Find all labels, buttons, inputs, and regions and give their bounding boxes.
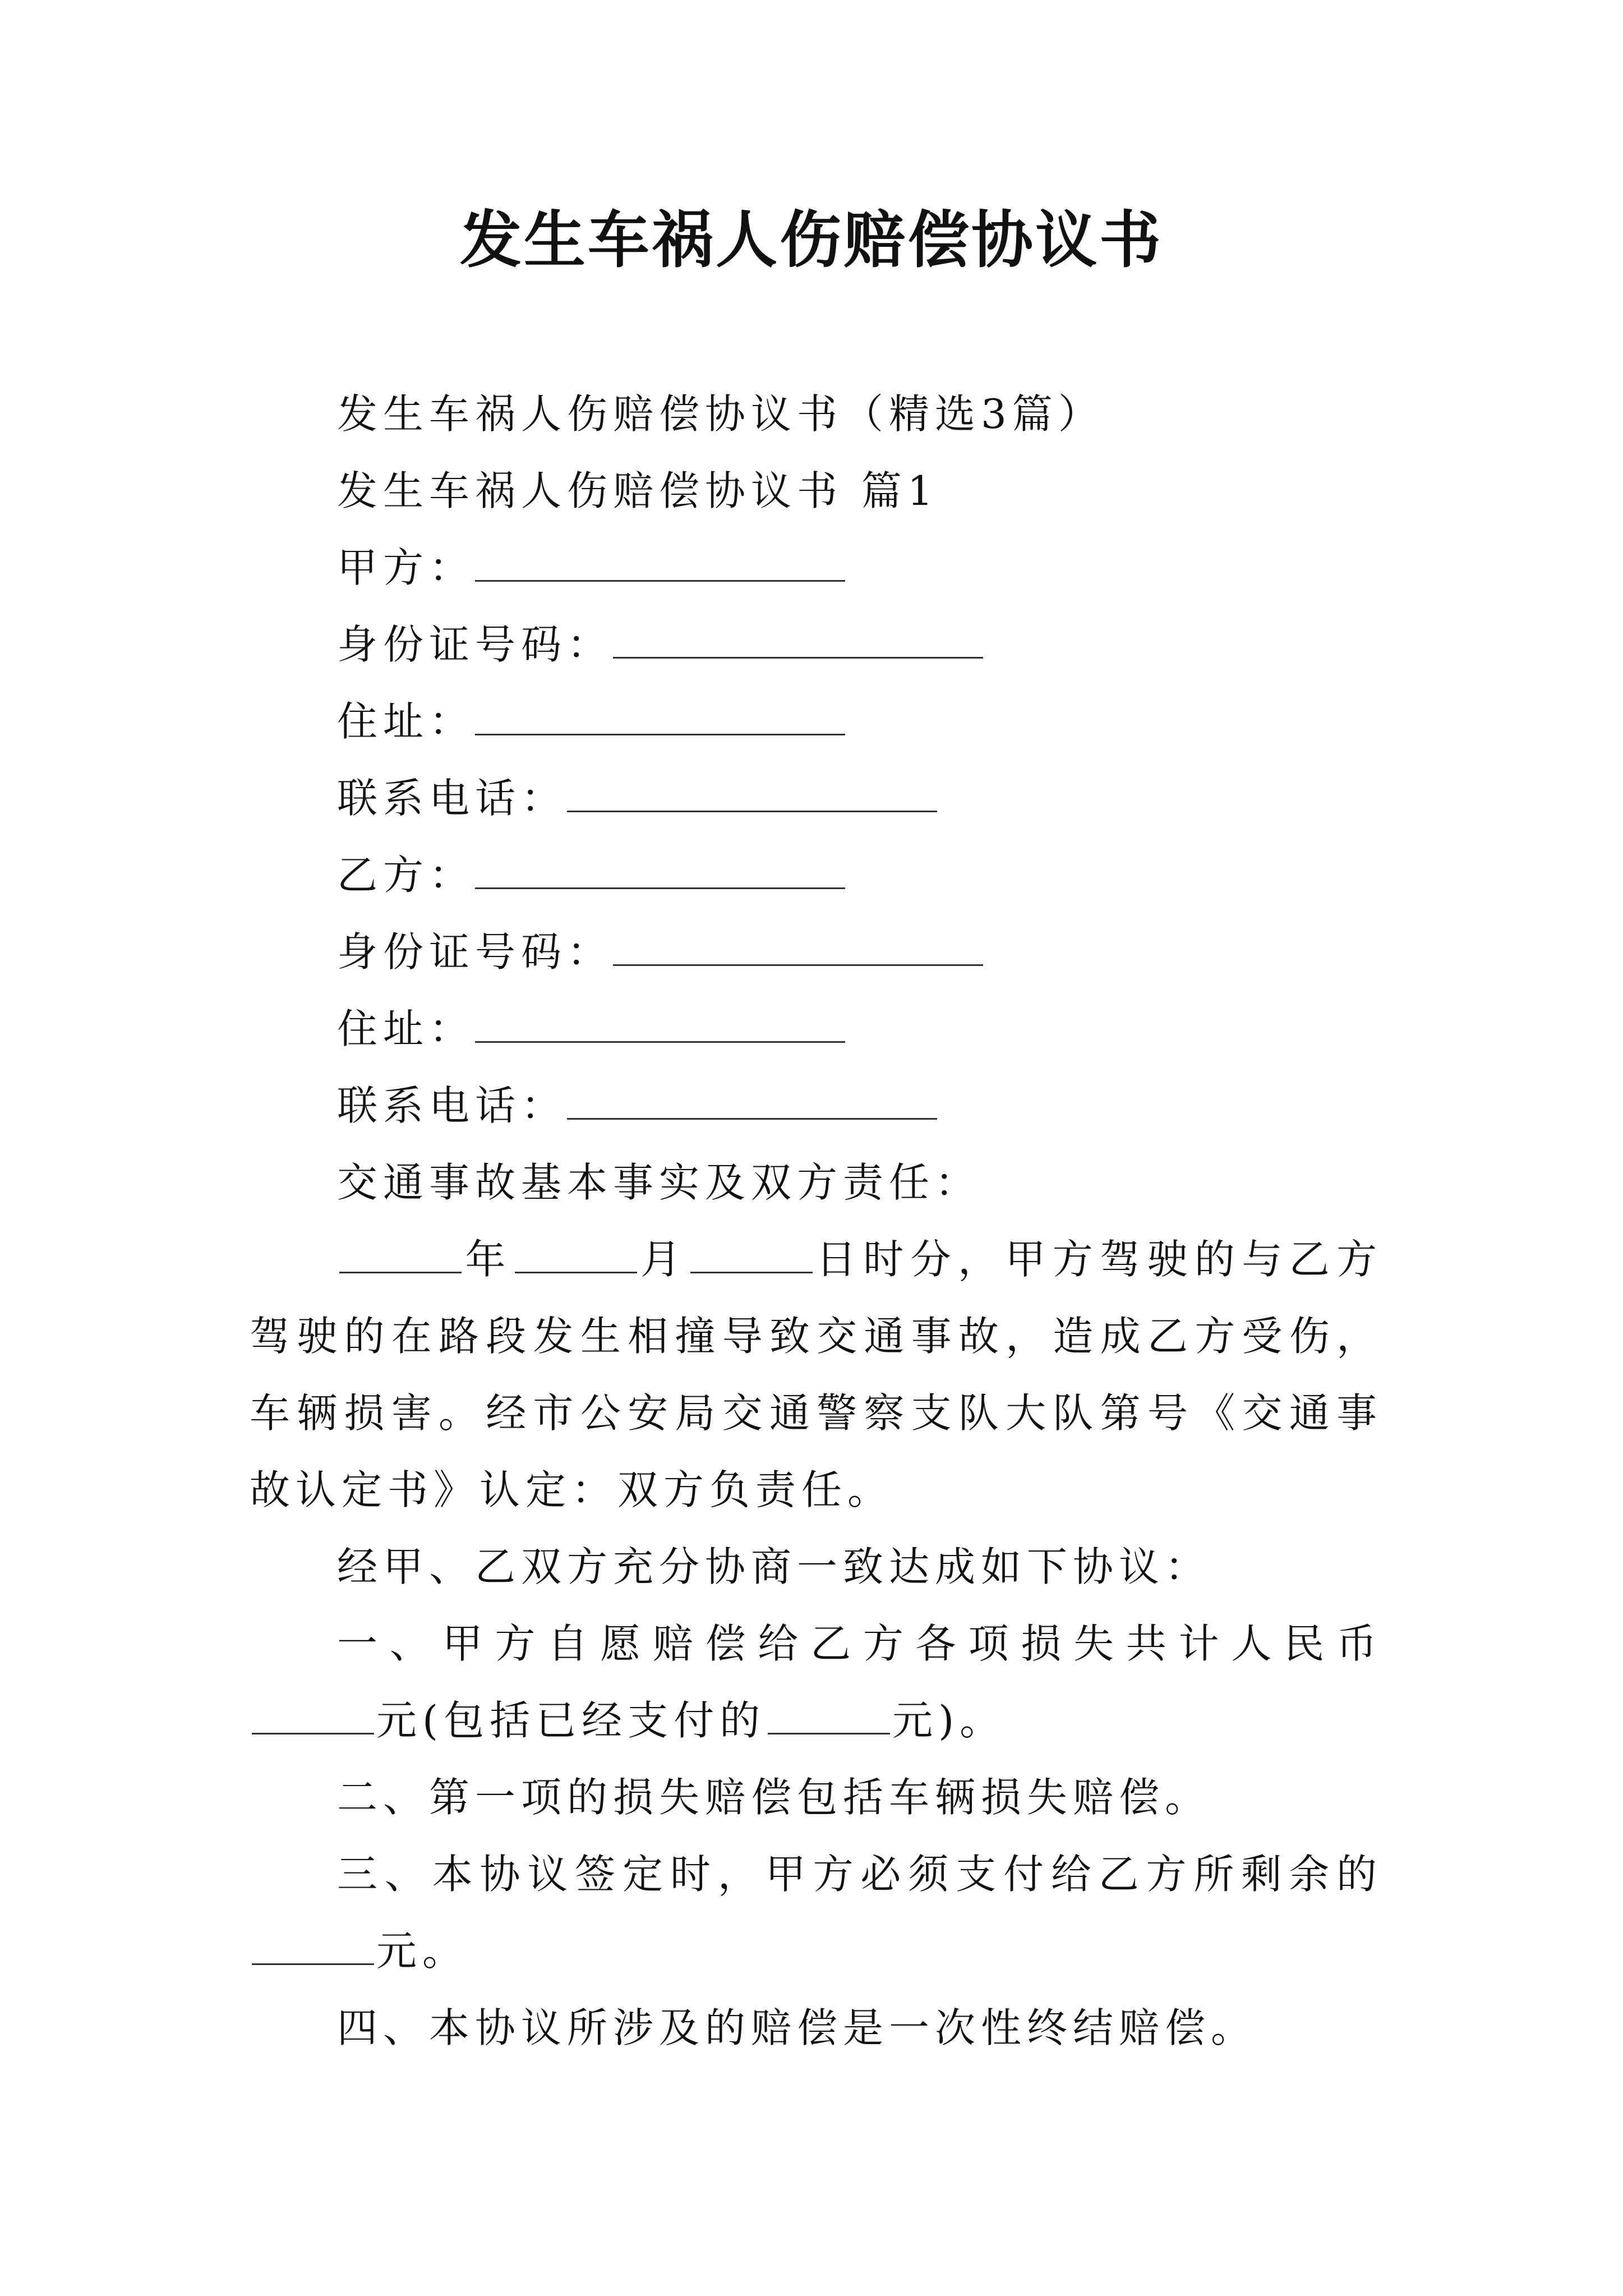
facts-text: 日时分，甲方驾驶的与乙方驾驶的在路段发生相撞导致交通事故，造成乙方受伤，车辆损害。经市公安局交通警察支队大队第号《交通事故认定书》认定：双方负责任。 [250,1236,1382,1513]
facts-paragraph [250,1221,1382,1529]
clause-1-text-a: 一、甲方自愿赔偿给乙方各项损失共计人民币 [337,1620,1382,1667]
document-body [250,376,1382,2067]
clause-3-text-b: 元。 [376,1927,469,1975]
year-blank [339,1243,462,1273]
clause-3 [250,1836,1382,1990]
year-label: 年 [464,1236,513,1283]
party-a-id-field [613,628,983,659]
clause-1-amount-blank [252,1704,374,1734]
party-b-phone-label: 联系电话： [337,1082,568,1129]
party-b-phone-field [567,1089,937,1120]
facts-heading: 交通事故基本事实及双方责任： [337,1159,981,1206]
party-a-phone-field [567,781,937,812]
party-a-name-row [250,530,1382,606]
party-a-name-field [475,551,845,582]
party-a-phone-label: 联系电话： [337,775,568,822]
day-blank [690,1243,813,1273]
party-b-id-row [250,914,1382,991]
month-label: 月 [639,1236,688,1283]
party-a-id-label: 身份证号码： [337,621,614,668]
clause-1-paid-blank [768,1704,890,1734]
party-a-id-row [250,606,1382,683]
party-a-address-field [475,705,845,735]
clause-2: 二、第一项的损失赔偿包括车辆损失赔偿。 [337,1774,1211,1821]
clause-1 [250,1605,1382,1759]
party-b-label: 乙方： [337,852,476,899]
clause-1-text-c: 元)。 [892,1697,1006,1744]
party-b-address-row [250,991,1382,1068]
clause-1-text-b: 元(包括已经支付的 [376,1697,766,1744]
clause-3-amount-blank [252,1934,374,1965]
party-a-address-label: 住址： [337,698,476,745]
agreement-intro: 经甲、乙双方充分协商一致达成如下协议： [337,1543,1211,1590]
party-b-id-label: 身份证号码： [337,928,614,976]
clause-4: 四、本协议所涉及的赔偿是一次性终结赔偿。 [337,2004,1257,2051]
party-b-phone-row [250,1068,1382,1144]
clause-3-text-a: 三、本协议签定时，甲方必须支付给乙方所剩余的 [337,1851,1382,1898]
section-heading: 发生车祸人伤赔偿协议书 篇1 [337,467,939,514]
party-b-name-row [250,837,1382,914]
party-a-label: 甲方： [337,544,476,591]
document-title: 发生车祸人伤赔偿协议书 [460,204,1163,276]
party-b-address-label: 住址： [337,1005,476,1052]
party-b-id-field [613,935,983,966]
document-subtitle: 发生车祸人伤赔偿协议书（精选3篇） [337,390,1104,438]
party-a-phone-row [250,760,1382,837]
party-a-address-row [250,683,1382,760]
party-b-address-field [475,1012,845,1043]
party-b-name-field [475,858,845,889]
month-blank [515,1243,637,1273]
